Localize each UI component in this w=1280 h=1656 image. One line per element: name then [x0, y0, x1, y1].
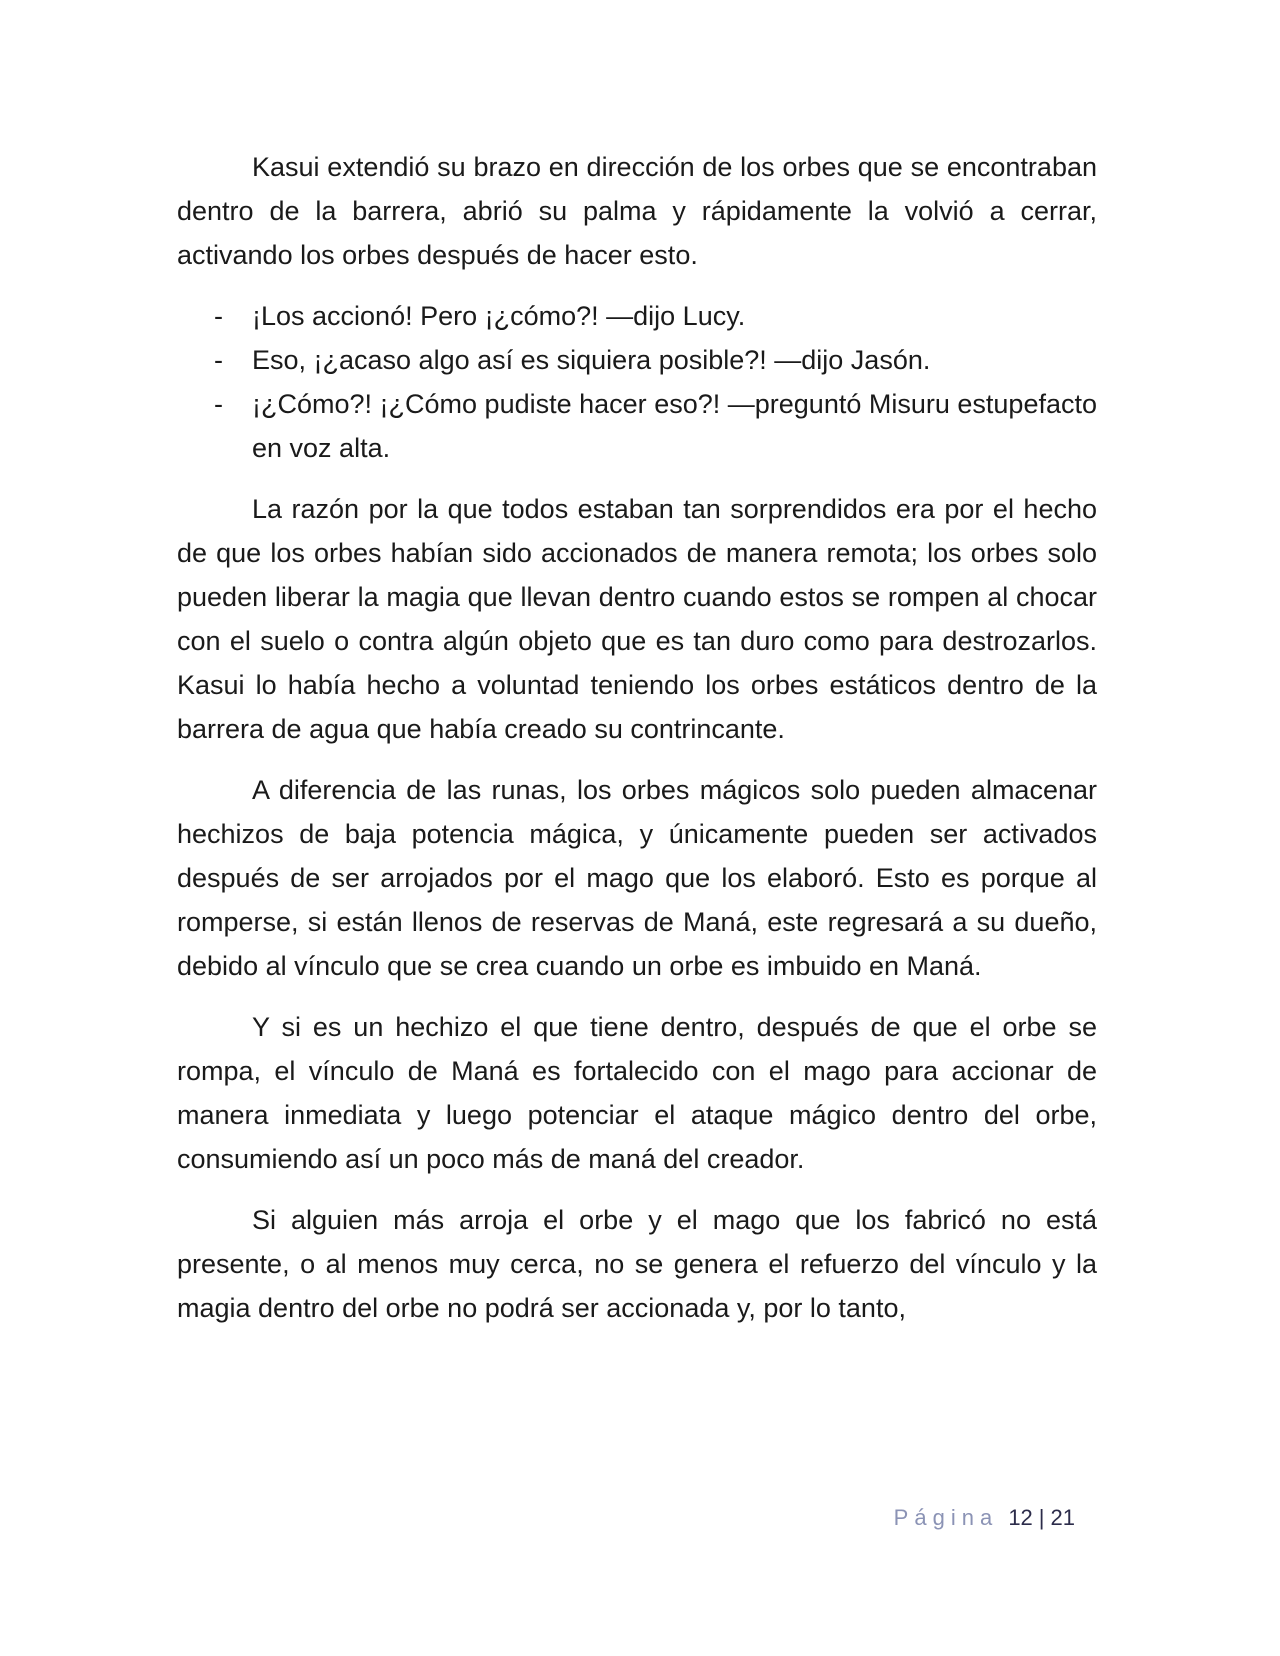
dialogue-line [177, 338, 1097, 382]
dialogue-line [177, 382, 1097, 470]
paragraph: Si alguien más arroja el orbe y el mago que los fabricó no está presente, o al menos muy cerca, no se genera el refuerzo del vínculo y la magia dentro del orbe no podrá ser accionada y, por lo tanto, [177, 1205, 1097, 1323]
dialogue-text: ¡Los accionó! Pero ¡¿cómo?! —dijo Lucy. [252, 301, 746, 331]
paragraph: Kasui extendió su brazo en dirección de los orbes que se encontraban dentro de la barrera, abrió su palma y rápidamente la volvió a cerrar, activando los orbes después de hacer esto. [177, 152, 1097, 270]
page-footer [894, 1503, 1075, 1533]
page-label: Página [893, 1505, 999, 1530]
dialogue-line [177, 294, 1097, 338]
dialogue-text: Eso, ¡¿acaso algo así es siquiera posible?! —dijo Jasón. [252, 345, 931, 375]
page-number: 12 [1008, 1505, 1033, 1530]
dash-marker: - [214, 345, 223, 375]
dialogue-text: ¡¿Cómo?! ¡¿Cómo pudiste hacer eso?! —preguntó Misuru estupefacto en voz alta. [252, 389, 1097, 463]
dash-marker: - [214, 301, 223, 331]
paragraph: A diferencia de las runas, los orbes mágicos solo pueden almacenar hechizos de baja potencia mágica, y únicamente pueden ser activados después de ser arrojados por el mago que los elaboró. Esto es porque al romperse, si están llenos de reservas de Maná, este regresará a su dueño, debido al vínculo que se crea cuando un orbe es imbuido en Maná. [177, 775, 1097, 981]
paragraph: La razón por la que todos estaban tan sorprendidos era por el hecho de que los orbes habían sido accionados de manera remota; los orbes solo pueden liberar la magia que llevan dentro cuando estos se rompen al chocar con el suelo o contra algún objeto que es tan duro como para destrozarlos. Kasui lo había hecho a voluntad teniendo los orbes estáticos dentro de la barrera de agua que había creado su contrincante. [177, 494, 1097, 744]
body-text [177, 145, 1097, 1347]
page-total: 21 [1050, 1505, 1075, 1530]
paragraph: Y si es un hechizo el que tiene dentro, después de que el orbe se rompa, el vínculo de Maná es fortalecido con el mago para accionar de manera inmediata y luego potenciar el ataque mágico dentro del orbe, consumiendo así un poco más de maná del creador. [177, 1012, 1097, 1174]
dash-marker: - [214, 389, 223, 419]
page-separator: | [1038, 1505, 1045, 1530]
dialogue-list [177, 294, 1097, 470]
